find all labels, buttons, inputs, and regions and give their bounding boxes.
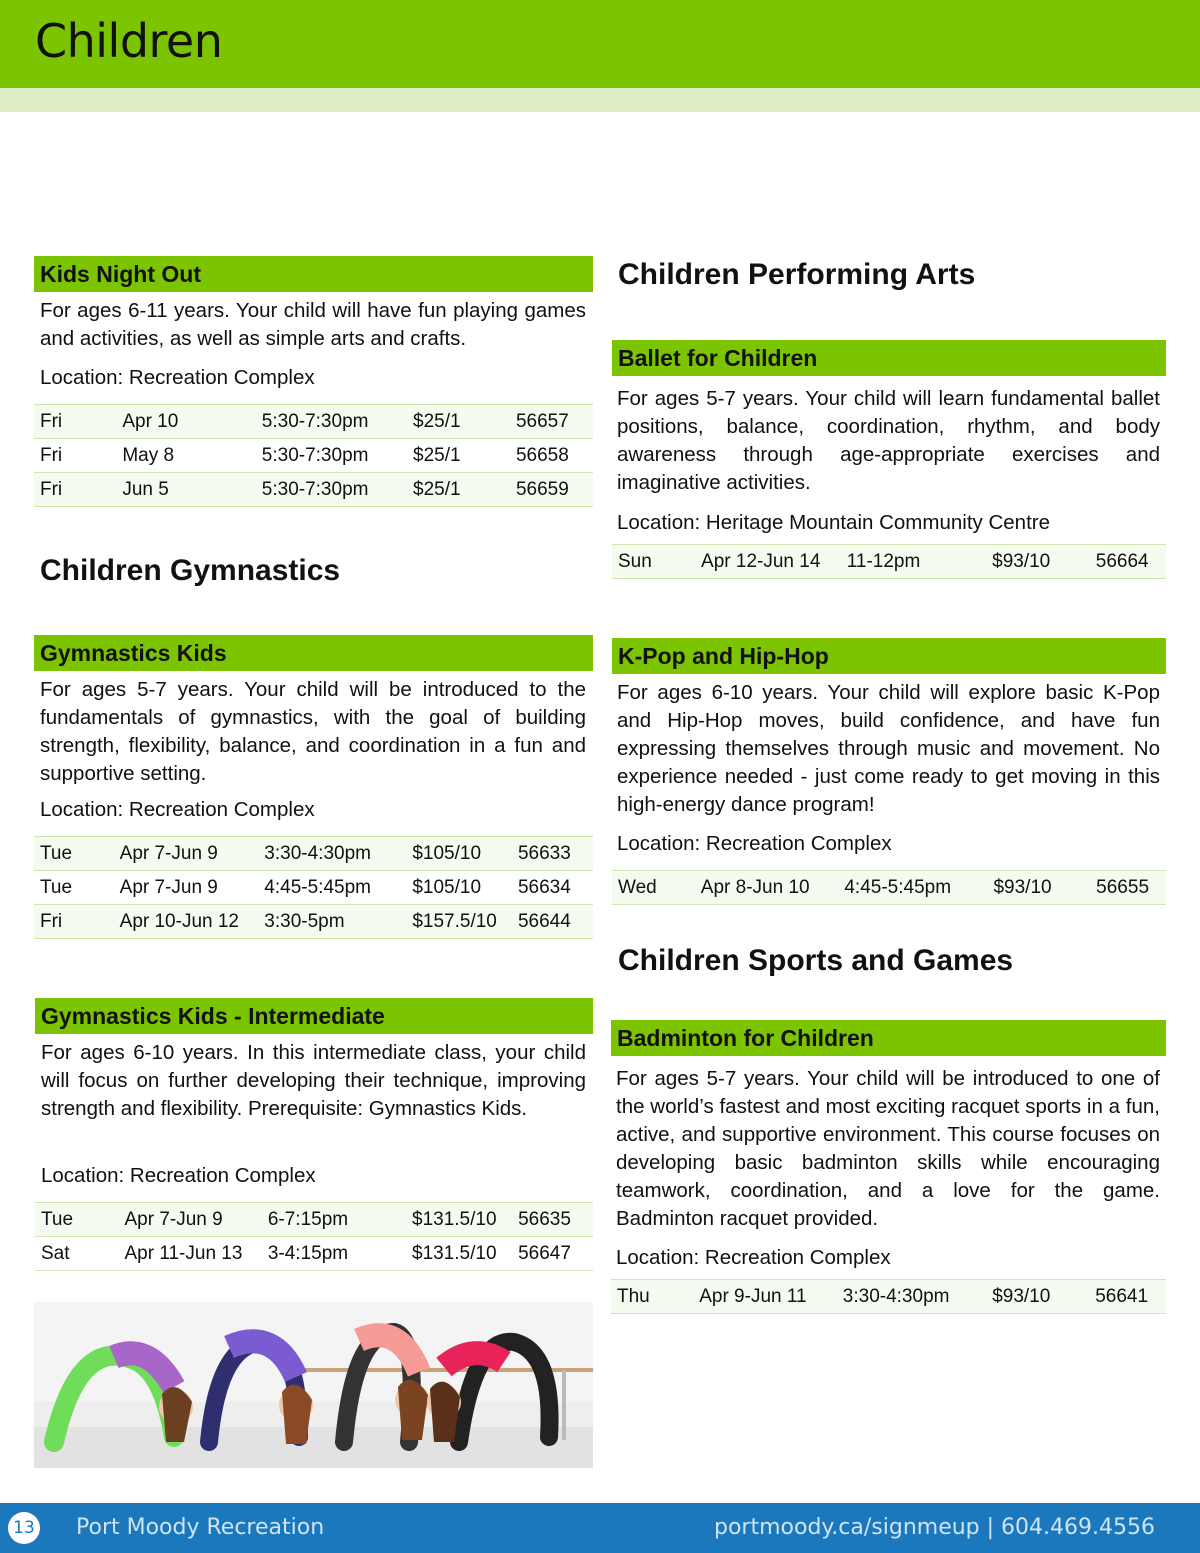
- section-heading-sports: Children Sports and Games: [618, 944, 1014, 977]
- schedule-cell-dates: May 8: [116, 439, 255, 473]
- program-title-ballet: Ballet for Children: [612, 340, 1166, 376]
- schedule-row: [35, 1237, 593, 1271]
- program-description-kids-night-out: For ages 6-11 years. Your child will have fun playing games and activities, as well as simple arts and crafts.: [40, 299, 586, 350]
- schedule-cell-fee: $93/10: [986, 545, 1090, 579]
- schedule-cell-dates: Apr 11-Jun 13: [118, 1237, 261, 1271]
- schedule-cell-day: Wed: [612, 871, 695, 905]
- schedule-cell-course-code: 56664: [1090, 545, 1166, 579]
- schedule-cell-day: Tue: [34, 837, 114, 871]
- schedule-cell-day: Sat: [35, 1237, 118, 1271]
- schedule-cell-dates: Apr 10: [116, 405, 255, 439]
- program-description-badminton: For ages 5-7 years. Your child will be introduced to one of the world’s fastest and most exciting racquet sports in a fun, active, and supportive environment. This course focuses on developing basic badminton skills while encouraging teamwork, coordination, and a love for the game. Badminton racquet provided.: [616, 1067, 1160, 1230]
- schedule-row: [34, 905, 593, 939]
- section-heading-performing-arts: Children Performing Arts: [618, 258, 976, 291]
- schedule-cell-fee: $105/10: [406, 871, 512, 905]
- schedule-table-gymnastics-kids: [34, 836, 593, 939]
- schedule-row: [34, 473, 593, 507]
- schedule-cell-fee: $25/1: [407, 405, 510, 439]
- schedule-cell-fee: $93/10: [986, 1280, 1089, 1314]
- schedule-cell-day: Sun: [612, 545, 695, 579]
- schedule-cell-time: 3:30-4:30pm: [837, 1280, 986, 1314]
- page-number: 13: [8, 1512, 40, 1544]
- schedule-table-badminton: [611, 1279, 1166, 1314]
- schedule-row: [34, 439, 593, 473]
- schedule-cell-time: 4:45-5:45pm: [838, 871, 987, 905]
- schedule-cell-dates: Apr 7-Jun 9: [114, 871, 259, 905]
- schedule-cell-fee: $131.5/10: [406, 1203, 512, 1237]
- schedule-cell-day: Fri: [34, 905, 114, 939]
- schedule-row: [612, 545, 1166, 579]
- program-location-ballet: Location: Heritage Mountain Community Centre: [617, 511, 1050, 534]
- program-title-gymnastics-kids: Gymnastics Kids: [34, 635, 593, 671]
- schedule-cell-dates: Apr 7-Jun 9: [118, 1203, 261, 1237]
- footer-contact-link[interactable]: portmoody.ca/signmeup | 604.469.4556: [714, 1515, 1155, 1540]
- program-title-badminton: Badminton for Children: [611, 1020, 1166, 1056]
- program-description-gymnastics-kids: For ages 5-7 years. Your child will be introduced to the fundamentals of gymnastics, with the goal of building strength, flexibility, balance, and coordination in a fun and supportive setting.: [40, 678, 586, 785]
- schedule-cell-fee: $131.5/10: [406, 1237, 512, 1271]
- schedule-cell-day: Tue: [34, 871, 114, 905]
- header-accent-strip: [0, 88, 1200, 112]
- schedule-row: [35, 1203, 593, 1237]
- schedule-cell-dates: Apr 9-Jun 11: [693, 1280, 837, 1314]
- schedule-cell-course-code: 56647: [512, 1237, 593, 1271]
- program-location-kids-night-out: Location: Recreation Complex: [40, 366, 315, 389]
- program-location-kpop: Location: Recreation Complex: [617, 832, 892, 855]
- schedule-table-ballet: [612, 544, 1166, 579]
- schedule-cell-course-code: 56657: [510, 405, 593, 439]
- schedule-cell-course-code: 56641: [1089, 1280, 1166, 1314]
- schedule-cell-time: 6-7:15pm: [262, 1203, 406, 1237]
- program-title-kpop: K-Pop and Hip-Hop: [612, 638, 1166, 674]
- schedule-cell-time: 5:30-7:30pm: [256, 405, 407, 439]
- schedule-row: [612, 871, 1166, 905]
- schedule-cell-time: 3-4:15pm: [262, 1237, 406, 1271]
- schedule-row: [34, 405, 593, 439]
- schedule-cell-fee: $25/1: [407, 439, 510, 473]
- schedule-cell-course-code: 56644: [512, 905, 593, 939]
- schedule-cell-time: 5:30-7:30pm: [256, 473, 407, 507]
- schedule-cell-dates: Apr 8-Jun 10: [695, 871, 839, 905]
- schedule-row: [34, 837, 593, 871]
- schedule-cell-course-code: 56658: [510, 439, 593, 473]
- schedule-table-gymnastics-intermediate: [35, 1202, 593, 1271]
- schedule-cell-day: Tue: [35, 1203, 118, 1237]
- section-heading-gymnastics: Children Gymnastics: [40, 554, 341, 587]
- schedule-table-kids-night-out: [34, 404, 593, 507]
- program-description-kpop: For ages 6-10 years. Your child will explore basic K-Pop and Hip-Hop moves, build confidence, and have fun expressing themselves through music and movement. No experience needed - just come ready to get moving in this high-energy dance program!: [617, 681, 1160, 816]
- schedule-cell-day: Fri: [34, 473, 116, 507]
- program-location-gymnastics-intermediate: Location: Recreation Complex: [41, 1164, 316, 1187]
- schedule-cell-fee: $105/10: [406, 837, 512, 871]
- program-description-gymnastics-intermediate: For ages 6-10 years. In this intermediate class, your child will focus on further developing their technique, improving strength and flexibility. Prerequisite: Gymnastics Kids.: [41, 1041, 586, 1120]
- schedule-cell-course-code: 56633: [512, 837, 593, 871]
- schedule-cell-day: Fri: [34, 439, 116, 473]
- program-title-gymnastics-intermediate: Gymnastics Kids - Intermediate: [35, 998, 593, 1034]
- program-title-kids-night-out: Kids Night Out: [34, 256, 593, 292]
- schedule-row: [611, 1280, 1166, 1314]
- schedule-cell-fee: $157.5/10: [406, 905, 512, 939]
- schedule-cell-dates: Jun 5: [116, 473, 255, 507]
- schedule-cell-time: 3:30-4:30pm: [258, 837, 406, 871]
- schedule-cell-time: 4:45-5:45pm: [258, 871, 406, 905]
- schedule-cell-dates: Apr 10-Jun 12: [114, 905, 259, 939]
- schedule-table-kpop: [612, 870, 1166, 905]
- schedule-cell-course-code: 56655: [1090, 871, 1166, 905]
- schedule-cell-course-code: 56635: [512, 1203, 593, 1237]
- schedule-cell-day: Thu: [611, 1280, 693, 1314]
- schedule-cell-time: 11-12pm: [841, 545, 986, 579]
- schedule-row: [34, 871, 593, 905]
- program-location-badminton: Location: Recreation Complex: [616, 1246, 891, 1269]
- schedule-cell-dates: Apr 12-Jun 14: [695, 545, 841, 579]
- schedule-cell-fee: $93/10: [987, 871, 1090, 905]
- schedule-cell-time: 3:30-5pm: [258, 905, 406, 939]
- schedule-cell-course-code: 56659: [510, 473, 593, 507]
- page-title: Children: [35, 14, 223, 68]
- schedule-cell-course-code: 56634: [512, 871, 593, 905]
- kids-gymnastics-photo: [34, 1302, 593, 1468]
- schedule-cell-day: Fri: [34, 405, 116, 439]
- schedule-cell-time: 5:30-7:30pm: [256, 439, 407, 473]
- schedule-cell-fee: $25/1: [407, 473, 510, 507]
- footer-organization: Port Moody Recreation: [76, 1515, 325, 1540]
- program-description-ballet: For ages 5-7 years. Your child will learn fundamental ballet positions, balance, coordination, rhythm, and body awareness through age-appropriate exercises and imaginative activities.: [617, 387, 1160, 494]
- schedule-cell-dates: Apr 7-Jun 9: [114, 837, 259, 871]
- program-location-gymnastics-kids: Location: Recreation Complex: [40, 798, 315, 821]
